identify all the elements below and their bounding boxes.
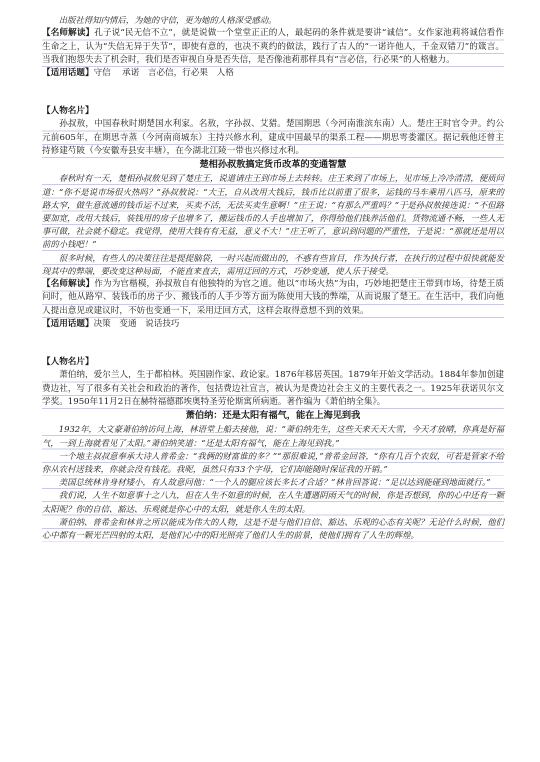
- profile-label-sun: 【人物名片】: [42, 105, 94, 116]
- story-text-sun-2: 很多时候，有些人的决策往往是提提脑袋，一时兴起而做出的，不惑有些盲目，作为执行者，在执行的过程中很快就能发现其中的弊端，要改变这种局面，不能直来直去，需用迂回的方式，巧妙变通，使人乐于接受。: [42, 252, 504, 278]
- commentary-text: 作为为官楷模，孙叔敖自有他独特的为官之道。他以“市场火热”为由，巧妙地把楚庄王带到市场，待楚王质问时，他从路窄、装钱币的房子少、搬钱币的人手少等方面为陈使用大钱的弊端，从而说服了楚王。在生活中，我们向他人提出意见或建议时，不妨也变通一下，采用迂回方式，这样会取得意想不到的效果。: [42, 279, 504, 316]
- commentary-label: 【名师解读】: [42, 279, 95, 290]
- commentary-paragraph-chi-li: [42, 27, 504, 67]
- story-paragraph: 一个地主叔叔意奉承大诗人普希金：“我俩的财富谁的多？”“那很难说，”普希金回答，“你有几百个农奴，可若是管家不给你从农村送钱来，你就会没有钱花。我呢，虽然只有33个字母，它们却能随时保证我的开销。”: [42, 450, 504, 476]
- story-paragraph: 美国总统林肯身材矮小，有人故意问他：“一个人的腿应该长多长才合适？”林肯回答说：“足以达到能碰到地面就行。”: [42, 476, 504, 489]
- story-paragraph: 1932年，大文豪萧伯纳访问上海，林语堂上船去接他，说：“萧伯纳先生，这些天来天天大雪，今天才放晴，你真是好福气，一到上海就看见了太阳。”萧伯纳笑道：“还是太阳有福气，能在上海见到我。”: [42, 423, 504, 449]
- document-page: [42, 14, 504, 542]
- profile-text-sun: 孙叔敖，中国春秋时期楚国水利家。名敖，字孙叔、艾猎。楚国期思（今河南淮滨东南）人。楚庄王时官令尹。约公元前605年，在期思寺蒸（今河南商城东）主持兴修水利，建成中国最早的渠系工程——期思雩娄灌区。据记载他还曾主持修建芍陂（今安徽寿县安丰塘），在今湖北江陵一带也兴修过水利。: [42, 118, 504, 158]
- story-title-sun: 楚相孙叔敖搞定货币改革的变通智慧: [199, 159, 347, 171]
- commentary-paragraph-sun: [42, 278, 504, 318]
- story-paragraph: 萧伯纳、普希金和林肯之所以能成为伟大的人物，这是不是与他们自信、豁达、乐观的心态有关呢？无论什么时候，他们心中都有一颗光芒四射的太阳，是他们心中的阳光照亮了他们人生的前景，使他们拥有了人生的辉煌。: [42, 516, 504, 542]
- topics-paragraph-chi-li: [42, 67, 504, 80]
- topics-label: 【适用话题】: [42, 319, 94, 330]
- story-paragraph: 我们说，人生不如意事十之八九，但在人生不如意的时候，在人生遭遇阴雨天气的时候，你是否想到，你的心中还有一颗太阳呢？你的自信、豁达、乐观就是你心中的太阳，就是你人生的太阳。: [42, 489, 504, 515]
- topics-text: 决策 变通 说话技巧: [93, 319, 180, 330]
- profile-text-shaw: 萧伯纳，爱尔兰人，生于都柏林。英国剧作家、政论家。1876年移居英国。1879年开始文学活动。1884年参加创建费边社，写了很多有关社会和政治的著作，包括费边社宣言，被认为是费边社会主义的主要代表之一。1925年获诺贝尔文学奖。1950年11月2日在赫特福德郡埃奥特圣劳伦斯寓所病逝。著作编为《萧伯纳全集》。: [42, 369, 504, 409]
- profile-label-shaw: 【人物名片】: [42, 356, 94, 367]
- story-title-shaw: 萧伯纳：还是太阳有福气，能在上海见到我: [185, 410, 361, 422]
- topics-text: 守信 承诺 言必信，行必果 人格: [93, 68, 234, 79]
- commentary-label: 【名师解读】: [42, 28, 95, 39]
- closing-line: 出版社得知内情后，为她的守信，更为她的人格深受感动。: [58, 15, 277, 25]
- topics-label: 【适用话题】: [42, 68, 94, 79]
- commentary-text: 孔子说“民无信不立”，就是说做一个堂堂正正的人，最起码的条件就是要讲“诚信”。女作家池莉将诚信看作生命之上，认为“失信无异于失节”，即使有意的，也决不爽约的做法，践行了古人的“一诺许他人，千金双错刀”的箴言。当我们抱怨失去了机会时，我们是否审视自身是否失信，是否像池莉那样具有“言必信，行必果”的人格魅力。: [42, 28, 504, 66]
- story-text-sun: 春秋时有一天，楚相孙叔敖见到了楚庄王，说道请庄王到市场上去转转。庄王来到了市场上，见市场上冷冷清清，便质问道：“你不是说市场很火热吗？”孙叔敖说：“大王，自从改用大钱后，钱币比以前重了很多，运钱的马车乘用八匹马，原来的路太窄，做生意流通的钱币运不过来，买卖不活，无法买卖生意啊！”庄王说：“有那么严重吗？”于是孙叔敖接连说：“不但路要加宽，改用大钱后，装钱用的房子也增多了，搬运钱币的人手也增加了，你得给他们钱养活他们。货物流通不畅，一些人无事可做，社会就不稳定。我觉得，使用大钱有有无益，意义不大！”庄王听了，意识到问题的严重性，于是说：“那就还是用以前的小钱吧！”: [42, 172, 504, 251]
- topics-paragraph-sun: [42, 318, 504, 331]
